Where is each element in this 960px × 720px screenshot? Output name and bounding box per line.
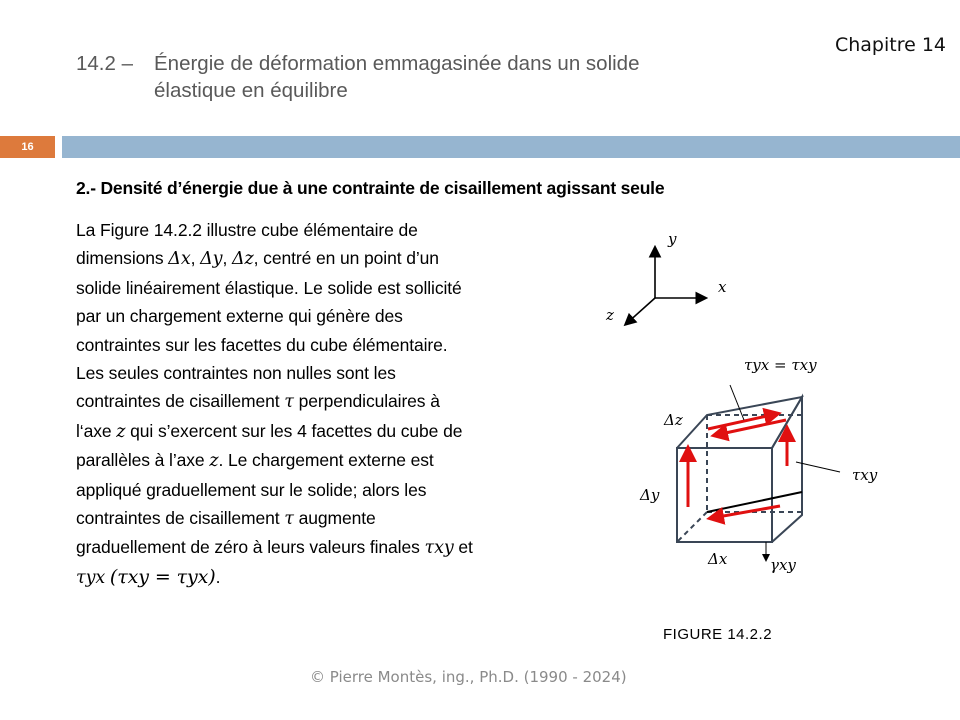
label-gamma-xy: γxy: [770, 556, 796, 574]
tau-equality: (τxy = τyx): [109, 565, 216, 588]
page-number-badge: 16: [0, 136, 55, 158]
label-tau-xy: τxy: [852, 466, 878, 484]
delta-z: Δz: [231, 249, 254, 270]
section-title: [76, 50, 639, 104]
body-text-5: . Le chargement externe est appliqué graduellement sur le solide; alors les contraintes de cisaillement: [76, 450, 434, 529]
label-tau-yx-eq: τyx = τxy: [744, 356, 817, 374]
axis-z-label: z: [606, 306, 614, 324]
tau-xy: τxy: [424, 538, 454, 559]
footer-copyright: © Pierre Montès, ing., Ph.D. (1990 - 2024): [310, 668, 627, 686]
z-axis: [626, 298, 655, 324]
z-symbol: z: [116, 421, 126, 442]
z-symbol: z: [209, 451, 219, 472]
body-paragraph: [76, 216, 476, 592]
body-text-1: La Figure 14.2.2 illustre cube élémentaire de dimensions: [76, 220, 418, 269]
comma: ,: [222, 248, 232, 269]
body-text-3: perpendiculaires à l‘axe: [76, 391, 440, 441]
axis-y-label: y: [668, 230, 677, 248]
body-text-4: qui s’exercent sur les 4 facettes du cube de parallèles à l’axe: [76, 420, 463, 471]
comma: ,: [190, 248, 201, 269]
section-title-line2: élastique en équilibre: [154, 79, 348, 102]
tau-symbol: τ: [284, 509, 294, 530]
shear-cube-figure: [590, 222, 890, 582]
body-text-7: et: [453, 537, 473, 558]
tau-yx: τyx: [76, 567, 106, 588]
cube-right-face: [772, 397, 802, 542]
tau-symbol: τ: [284, 392, 294, 413]
period: .: [215, 566, 221, 587]
axis-x-label: x: [718, 278, 727, 296]
delta-x: Δx: [168, 249, 191, 270]
figure-caption: FIGURE 14.2.2: [663, 626, 773, 643]
header-divider-bar: [62, 136, 960, 158]
subheading: 2.- Densité d’énergie due à une contrainte de cisaillement agissant seule: [76, 178, 665, 198]
section-title-line1: Énergie de déformation emmagasinée dans un solide: [154, 52, 640, 75]
section-number: 14.2 –: [76, 52, 133, 75]
cube: [677, 397, 802, 542]
axes: [605, 230, 727, 324]
label-delta-x: Δx: [708, 550, 728, 568]
tau-yx-arrow-top-back: [716, 420, 786, 435]
label-delta-z: Δz: [664, 411, 683, 429]
body-text-2: , centré en un point d’un solide linéairement élastique. Le solide est sollicité par un chargement externe qui génère des contraintes sur les facettes du cube élémentaire. Les seules contraintes non nulles sont les contraintes de cisaillement: [76, 248, 462, 412]
delta-y: Δy: [200, 249, 223, 270]
label-delta-y: Δy: [640, 486, 660, 504]
body-text-6: augmente graduellement de zéro à leurs valeurs finales: [76, 508, 425, 558]
cube-hidden-edge: [677, 512, 707, 542]
chapter-label: Chapitre 14: [834, 34, 946, 56]
